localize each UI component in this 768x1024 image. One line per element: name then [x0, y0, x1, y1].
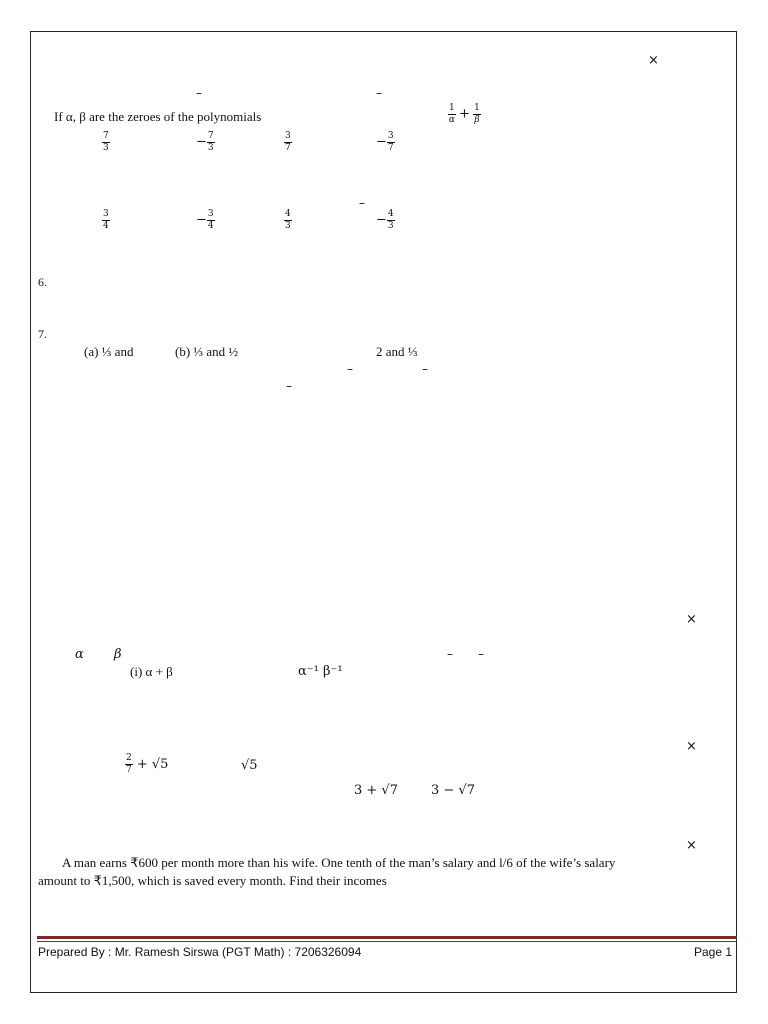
dash-mark: – [422, 362, 428, 376]
cross-mark: × [686, 838, 697, 853]
question-5-expression [448, 104, 481, 125]
dash-mark: – [286, 379, 292, 393]
question-9-expression-1: $\frac{2}{7}$ + √5 [126, 753, 169, 775]
question-8-part-i: (i) α + β [130, 664, 173, 679]
dash-mark: – [196, 86, 202, 100]
alpha-symbol: α [75, 647, 84, 662]
question-8-part-ii: α⁻¹ β⁻¹ [298, 664, 343, 679]
option-7a: (a) ⅓ and [84, 344, 134, 359]
fraction: $\frac{1}{\beta}$ [474, 103, 480, 125]
footer-page-number: Page 1 [694, 945, 733, 959]
dash-mark: – [447, 647, 453, 661]
question-number-6: 6. [38, 275, 47, 289]
question-number-7: 7. [38, 327, 47, 341]
question-9-expression-4: 3 − √7 [431, 783, 475, 798]
option-5c: $\frac{3}{7}$ [285, 131, 291, 153]
question-10-line-1: A man earns ₹600 per month more than his wife. One tenth of the man’s salary and l/6 of the wife’s salary [62, 855, 616, 870]
beta-symbol: β [114, 647, 122, 662]
dash-mark: – [359, 196, 365, 210]
cross-mark: × [686, 739, 697, 754]
option-5a: $\frac{7}{3}$ [103, 131, 109, 153]
fraction: $\frac{1}{\alpha}$ [448, 103, 455, 125]
dash-mark: – [376, 86, 382, 100]
option-7d: 2 and ⅓ [376, 344, 418, 359]
option-5d: − $\frac{3}{7}$ [376, 131, 394, 153]
question-10-line-2: amount to ₹1,500, which is saved every month. Find their incomes [38, 873, 387, 888]
option-6a: $\frac{3}{4}$ [103, 209, 109, 231]
option-7b: (b) ⅓ and ½ [175, 344, 239, 359]
dash-mark: – [478, 647, 484, 661]
plus-sign: + [458, 106, 470, 122]
question-5-text: If α, β are the zeroes of the polynomials [54, 109, 262, 124]
footer-rule [37, 936, 737, 939]
cross-mark: × [648, 53, 659, 68]
option-6b: − $\frac{3}{4}$ [196, 209, 214, 231]
option-5b: − $\frac{7}{3}$ [196, 131, 214, 153]
option-6d: − $\frac{4}{3}$ [376, 209, 394, 231]
footer-rule [37, 941, 737, 942]
question-9-expression-2: √5 [241, 758, 258, 773]
dash-mark: – [347, 362, 353, 376]
page-border [30, 31, 737, 993]
option-6c: $\frac{4}{3}$ [285, 209, 291, 231]
question-9-expression-3: 3 + √7 [354, 783, 398, 798]
cross-mark: × [686, 612, 697, 627]
footer-author: Prepared By : Mr. Ramesh Sirswa (PGT Math) : 7206326094 [38, 945, 362, 959]
